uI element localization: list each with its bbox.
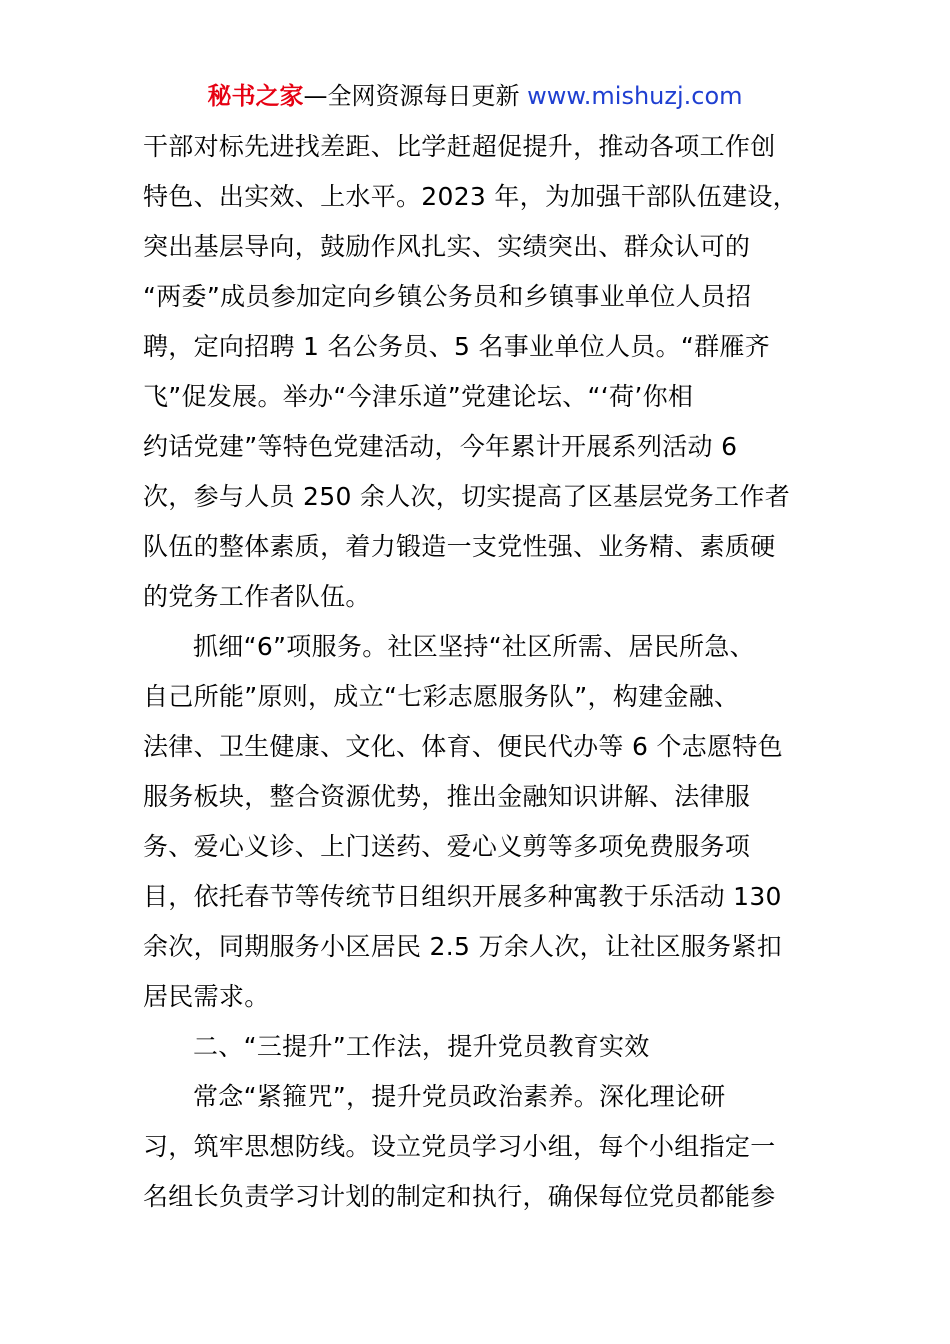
site-brand: 秘书之家	[207, 82, 304, 110]
text-line: 的党务工作者队伍。	[143, 582, 371, 611]
text-line: 务、爱心义诊、上门送药、爱心义剪等多项免费服务项	[143, 832, 751, 861]
text-line: 突出基层导向，鼓励作风扎实、实绩突出、群众认可的	[143, 232, 751, 261]
text-line: 约话党建”等特色党建活动，今年累计开展系列活动 6	[143, 432, 738, 461]
paragraph-start-line: 常念“紧箍咒”，提升党员政治素养。深化理论研	[193, 1082, 726, 1111]
site-url[interactable]: www.mishuzj.com	[527, 82, 743, 110]
text-line: 居民需求。	[143, 982, 270, 1011]
site-tagline: —全网资源每日更新	[303, 82, 520, 110]
text-line: 特色、出实效、上水平。2023 年，为加强干部队伍建设，	[143, 182, 798, 211]
text-line: 余次，同期服务小区居民 2.5 万余人次，让社区服务紧扣	[143, 932, 783, 961]
text-line: 聘，定向招聘 1 名公务员、5 名事业单位人员。“群雁齐	[143, 332, 771, 361]
text-line: 次，参与人员 250 余人次，切实提高了区基层党务工作者	[143, 482, 791, 511]
text-line: “两委”成员参加定向乡镇公务员和乡镇事业单位人员招	[143, 282, 752, 311]
text-line: 习，筑牢思想防线。设立党员学习小组，每个小组指定一	[143, 1132, 776, 1161]
text-line: 自己所能”原则，成立“七彩志愿服务队”，构建金融、	[143, 682, 740, 711]
section-heading: 二、“三提升”工作法，提升党员教育实效	[193, 1032, 650, 1061]
site-header	[0, 80, 950, 112]
text-line: 队伍的整体素质，着力锻造一支党性强、业务精、素质硬	[143, 532, 776, 561]
text-line: 飞”促发展。举办“今津乐道”党建论坛、“‘荷’你相	[143, 382, 694, 411]
text-line: 服务板块，整合资源优势，推出金融知识讲解、法律服	[143, 782, 751, 811]
text-line: 目，依托春节等传统节日组织开展多种寓教于乐活动 130	[143, 882, 782, 911]
paragraph-start-line: 抓细“6”项服务。社区坚持“社区所需、居民所急、	[193, 632, 755, 661]
text-line: 名组长负责学习计划的制定和执行，确保每位党员都能参	[143, 1182, 776, 1211]
document-body	[143, 122, 808, 1222]
text-line: 法律、卫生健康、文化、体育、便民代办等 6 个志愿特色	[143, 732, 783, 761]
text-line: 干部对标先进找差距、比学赶超促提升，推动各项工作创	[143, 132, 776, 161]
